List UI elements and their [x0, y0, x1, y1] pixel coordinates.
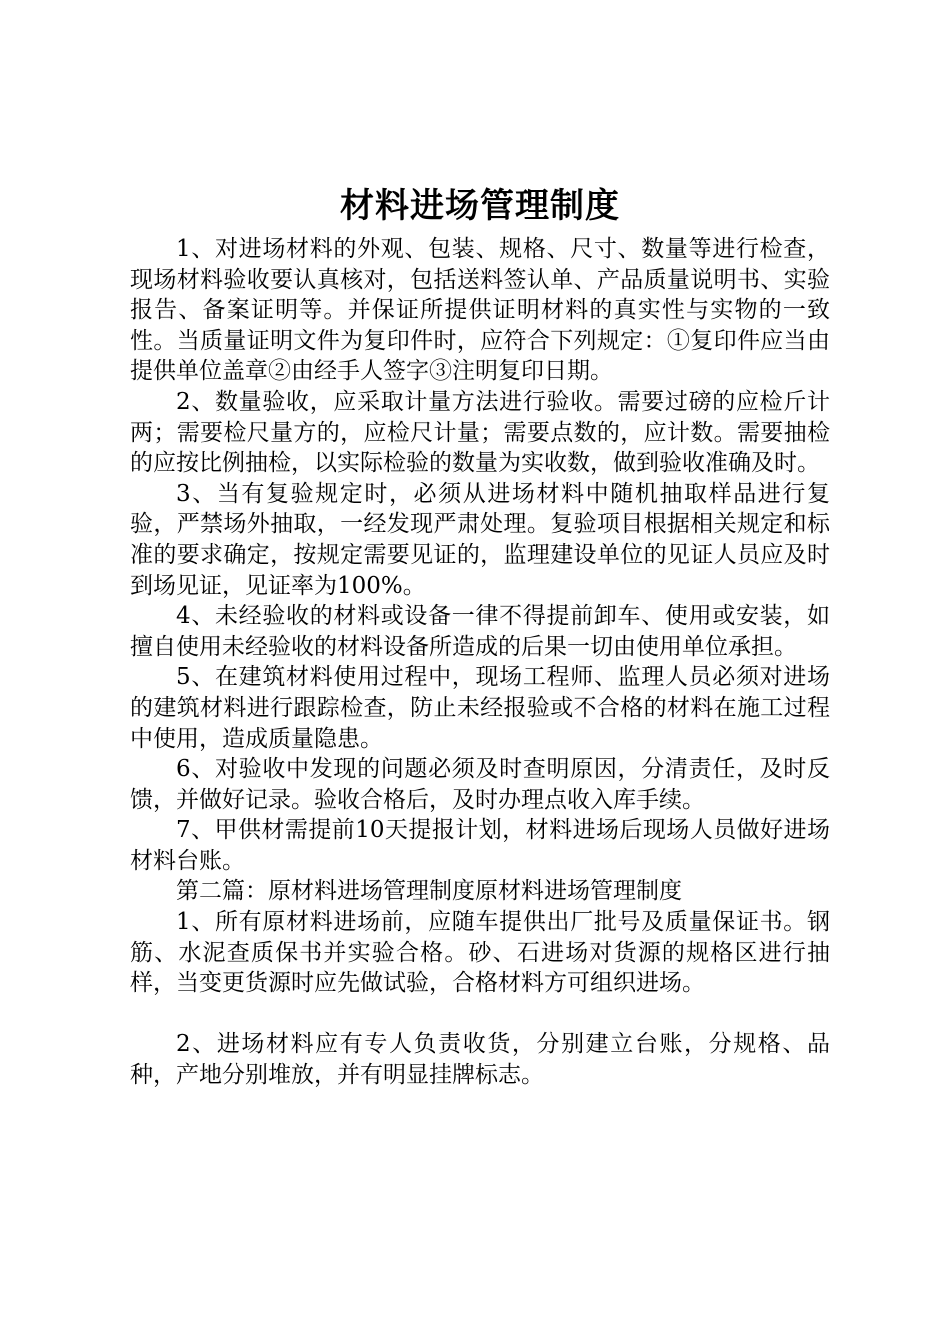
paragraph-7: 7、甲供材需提前10天提报计划，材料进场后现场人员做好进场材料台账。 [130, 817, 830, 874]
paragraph-5: 5、在建筑材料使用过程中，现场工程师、监理人员必须对进场的建筑材料进行跟踪检查，防止未经报验或不合格的材料在施工过程中使用，造成质量隐患。 [130, 664, 830, 752]
blank-line [130, 999, 830, 1030]
section-heading: 第二篇：原材料进场管理制度原材料进场管理制度 [176, 878, 682, 905]
document-title: 材料进场管理制度 [340, 186, 620, 226]
paragraph-6: 6、对验收中发现的问题必须及时查明原因，分清责任，及时反馈，并做好记录。验收合格后，及时办理点收入库手续。 [130, 756, 830, 813]
paragraph-4: 4、未经验收的材料或设备一律不得提前卸车、使用或安装，如擅自使用未经验收的材料设备所造成的后果一切由使用单位承担。 [130, 603, 830, 660]
paragraph-1: 1、对进场材料的外观、包装、规格、尺寸、数量等进行检查，现场材料验收要认真核对，包括送料签认单、产品质量说明书、实验报告、备案证明等。并保证所提供证明材料的真实性与实物的一致性。当质量证明文件为复印件时，应符合下列规定：①复印件应当由提供单位盖章②由经手人签字③注明复印日期。 [130, 236, 830, 385]
document-page [130, 182, 830, 1091]
paragraph-2: 2、数量验收，应采取计量方法进行验收。需要过磅的应检斤计两；需要检尺量方的，应检尺计量；需要点数的，应计数。需要抽检的应按比例抽检，以实际检验的数量为实收数，做到验收准确及时。 [130, 388, 830, 477]
section-paragraph-2: 2、进场材料应有专人负责收货，分别建立台账，分规格、品种，产地分别堆放，并有明显挂牌标志。 [130, 1031, 830, 1089]
section-paragraph-1: 1、所有原材料进场前，应随车提供出厂批号及质量保证书。钢筋、水泥查质保书并实验合格。砂、石进场对货源的规格区进行抽样，当变更货源时应先做试验，合格材料方可组织进场。 [130, 909, 830, 997]
paragraph-3: 3、当有复验规定时，必须从进场材料中随机抽取样品进行复验，严禁场外抽取，一经发现严肃处理。复验项目根据相关规定和标准的要求确定，按规定需要见证的，监理建设单位的见证人员应及时到场见证，见证率为100%。 [130, 480, 830, 599]
